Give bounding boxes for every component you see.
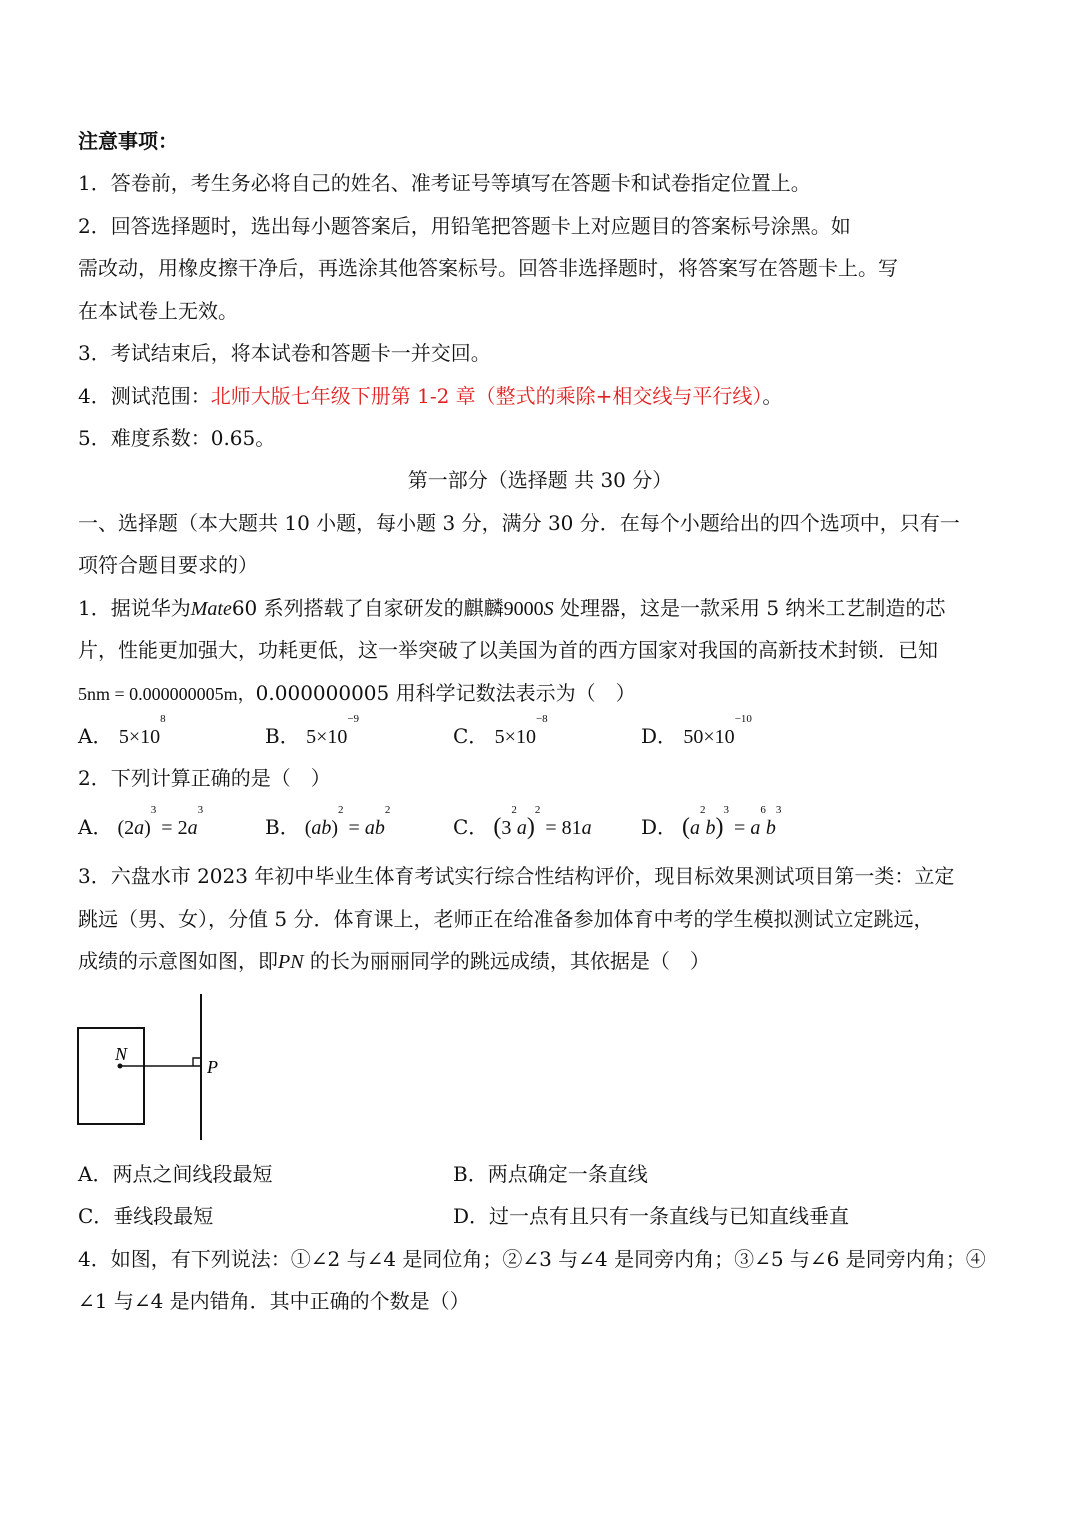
scope-text: 北师大版七年级下册第 1-2 章（整式的乘除+相交线与平行线） [210,384,763,408]
q3-text-a: 成绩的示意图如图，即 [78,949,278,973]
option-base: 5×10 [306,726,348,748]
q3-figure [70,990,240,1145]
notice-title: 注意事项： [78,129,178,153]
q2-stem: 2．下列计算正确的是（ ） [78,766,331,790]
option-label: A． [78,815,113,839]
q1-option-d[interactable] [641,713,752,751]
q3-line3 [78,947,710,976]
notice-item-2: 2．回答选择题时，选出每小题答案后，用铅笔把答题卡上对应题目的答案标号涂黑。如 [78,214,851,238]
q1-s: S [543,598,554,620]
q3-text-c: 的长为丽丽同学的跳远成绩，其依据是（ ） [303,949,710,973]
notice-item-3: 3．考试结束后，将本试卷和答题卡一并交回。 [78,341,491,365]
right-angle-mark [193,1058,201,1066]
q3-option-c[interactable]: C．垂线段最短 [78,1204,214,1228]
q1-question: 0.000000005 用科学记数法表示为（ ） [255,681,636,705]
q1-line2: 片，性能更加强大，功耗更低，这一举突破了以美国为首的西方国家对我国的高新技术封锁．已知 [78,638,938,662]
part-title: 第一部分（选择题 共 30 分） [407,468,673,492]
q1-given: 5nm = 0.000000005m， [78,684,256,704]
q3-pn: PN [278,951,304,973]
label-p: P [207,1057,218,1077]
option-exp: −9 [347,713,360,725]
option-label: D． [641,724,678,748]
q2-a-expr: $(2a)^3 = 2a^3$ [117,804,204,839]
q2-option-b[interactable] [265,804,391,842]
scope-prefix: 4．测试范围： [78,384,211,408]
notice-item-5: 5．难度系数：0.65。 [78,426,276,450]
option-base: 5×10 [494,726,536,748]
q1-option-b[interactable] [265,713,360,751]
q3-option-b[interactable]: B．两点确定一条直线 [453,1162,648,1186]
q1-line1 [78,594,945,623]
notice-item-4 [78,382,782,410]
q2-b-expr: $(ab)^2 = ab^2$ [304,804,391,839]
q3-option-d[interactable]: D．过一点有且只有一条直线与已知直线垂直 [453,1204,850,1228]
option-label: B． [265,724,300,748]
q1-9000: 9000 [503,598,544,620]
sandpit-rect [78,1028,144,1124]
q3-line1: 3．六盘水市 2023 年初中毕业生体育考试实行综合性结构评价，现目标效果测试项目第一类：立定 [78,864,955,888]
section-title-line2: 项符合题目要求的） [78,553,258,577]
q2-option-a[interactable] [78,804,204,842]
q1-option-a[interactable] [78,713,166,751]
option-label: C． [453,815,489,839]
q1-mate: Mate [190,598,232,620]
q1-text-a: 1．据说华为 [78,596,191,620]
option-label: A． [78,724,113,748]
notice-item-2-end: 在本试卷上无效。 [78,299,238,323]
scope-suffix: 。 [762,384,783,408]
option-label: D． [641,815,678,839]
q4-line1: 4．如图，有下列说法：①∠2 与∠4 是同位角；②∠3 与∠4 是同旁内角；③∠5 与∠6 是同旁内角；④ [78,1247,986,1271]
q2-d-expr: $(a^2b)^3 = a^6b^3$ [682,804,782,840]
option-exp: −10 [734,713,752,725]
q2-c-expr: $(3^2a)^2 = 81a$ [493,804,592,840]
point-n [118,1064,123,1069]
q2-option-d[interactable] [641,804,782,842]
option-exp: 8 [160,713,166,725]
q3-line2: 跳远（男、女），分值 5 分．体育课上，老师正在给准备参加体育中考的学生模拟测试立定跳远， [78,907,934,931]
q1-option-c[interactable] [453,713,548,751]
option-label: B． [265,815,300,839]
q1-text-f: 处理器，这是一款采用 5 纳米工艺制造的芯 [553,596,946,620]
q1-line3 [78,679,636,708]
option-exp: −8 [535,713,548,725]
section-title-line1: 一、选择题（本大题共 10 小题，每小题 3 分，满分 30 分．在每个小题给出的四个选项中，只有一 [78,511,960,535]
q3-option-a[interactable]: A．两点之间线段最短 [78,1162,273,1186]
q2-option-c[interactable] [453,804,592,842]
notice-item-2-cont: 需改动，用橡皮擦干净后，再选涂其他答案标号。回答非选择题时，将答案写在答题卡上。写 [78,256,898,280]
option-label: C． [453,724,489,748]
option-base: 5×10 [118,726,161,748]
label-n: N [115,1044,128,1064]
option-base: 50×10 [683,726,735,748]
notice-item-1: 1．答卷前，考生务必将自己的姓名、准考证号等填写在答题卡和试卷指定位置上。 [78,171,811,195]
q4-line2: ∠1 与∠4 是内错角．其中正确的个数是（） [78,1289,470,1313]
q1-text-c: 60 系列搭载了自家研发的麒麟 [231,596,504,620]
